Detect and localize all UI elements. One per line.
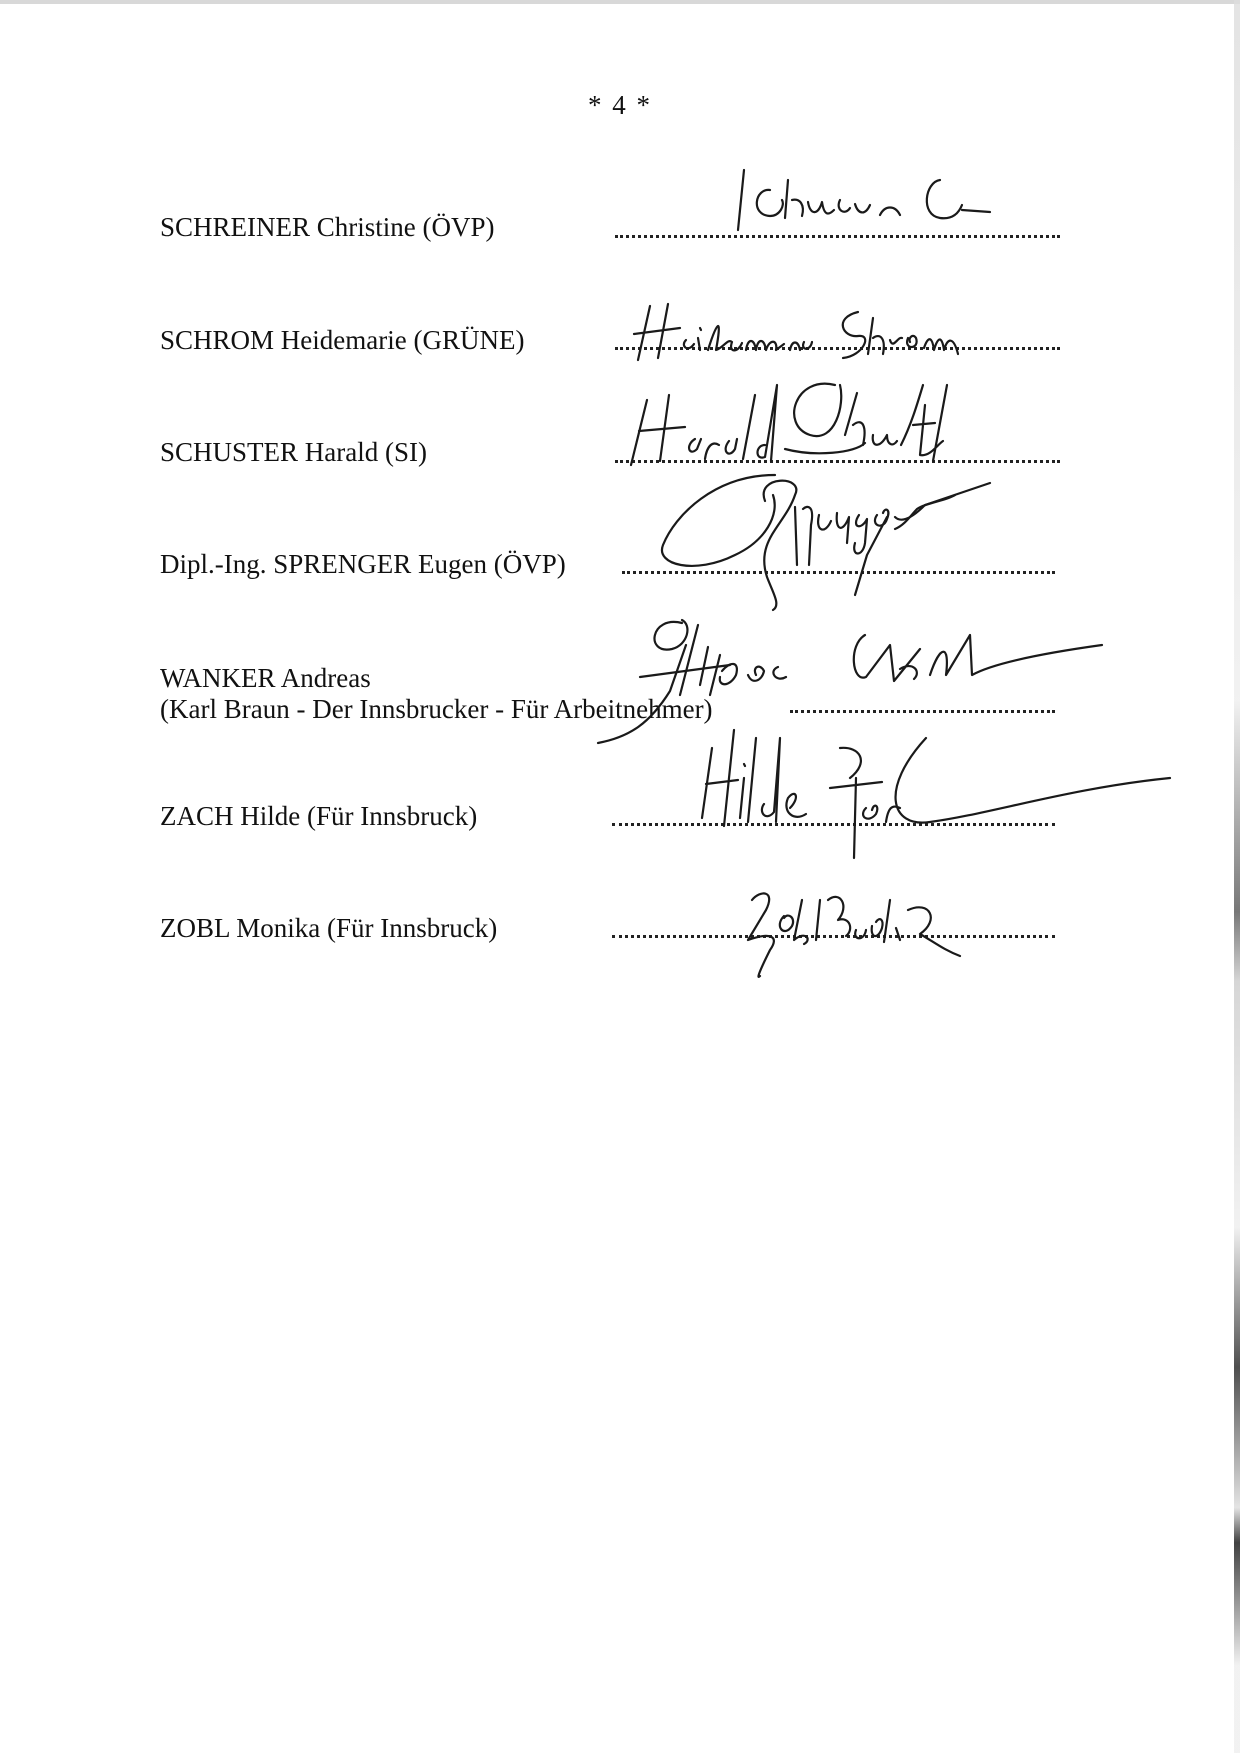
signatory-name-schreiner: SCHREINER Christine (ÖVP) xyxy=(160,212,495,242)
page-number: * 4 * xyxy=(588,90,652,120)
signature-zach xyxy=(690,718,1210,868)
scan-border-right xyxy=(1234,0,1240,1753)
signature-line-sprenger xyxy=(622,571,1055,574)
signature-zobl xyxy=(740,880,980,980)
signature-schrom xyxy=(628,298,1008,368)
signature-sprenger xyxy=(655,465,1065,615)
signatory-name-zobl: ZOBL Monika (Für Innsbruck) xyxy=(160,913,498,943)
signatory-name-zach: ZACH Hilde (Für Innsbruck) xyxy=(160,801,478,831)
signature-line-wanker xyxy=(790,710,1055,713)
signatory-name-schrom: SCHROM Heidemarie (GRÜNE) xyxy=(160,325,525,355)
signature-line-schrom xyxy=(615,347,1060,350)
signature-schreiner xyxy=(730,160,1030,240)
signature-line-zach xyxy=(612,823,1055,826)
signatory-affiliation-wanker: (Karl Braun - Der Innsbrucker - Für Arbeitnehmer) xyxy=(160,694,713,724)
signature-line-zobl xyxy=(612,935,1055,938)
signature-line-schuster xyxy=(615,460,1060,463)
signature-line-schreiner xyxy=(615,235,1060,238)
signature-schuster xyxy=(625,365,1015,475)
signatory-name-schuster: SCHUSTER Harald (SI) xyxy=(160,437,427,467)
signatory-name-sprenger: Dipl.-Ing. SPRENGER Eugen (ÖVP) xyxy=(160,549,566,579)
scan-border-top xyxy=(0,0,1240,4)
signatory-name-wanker: WANKER Andreas xyxy=(160,663,371,693)
